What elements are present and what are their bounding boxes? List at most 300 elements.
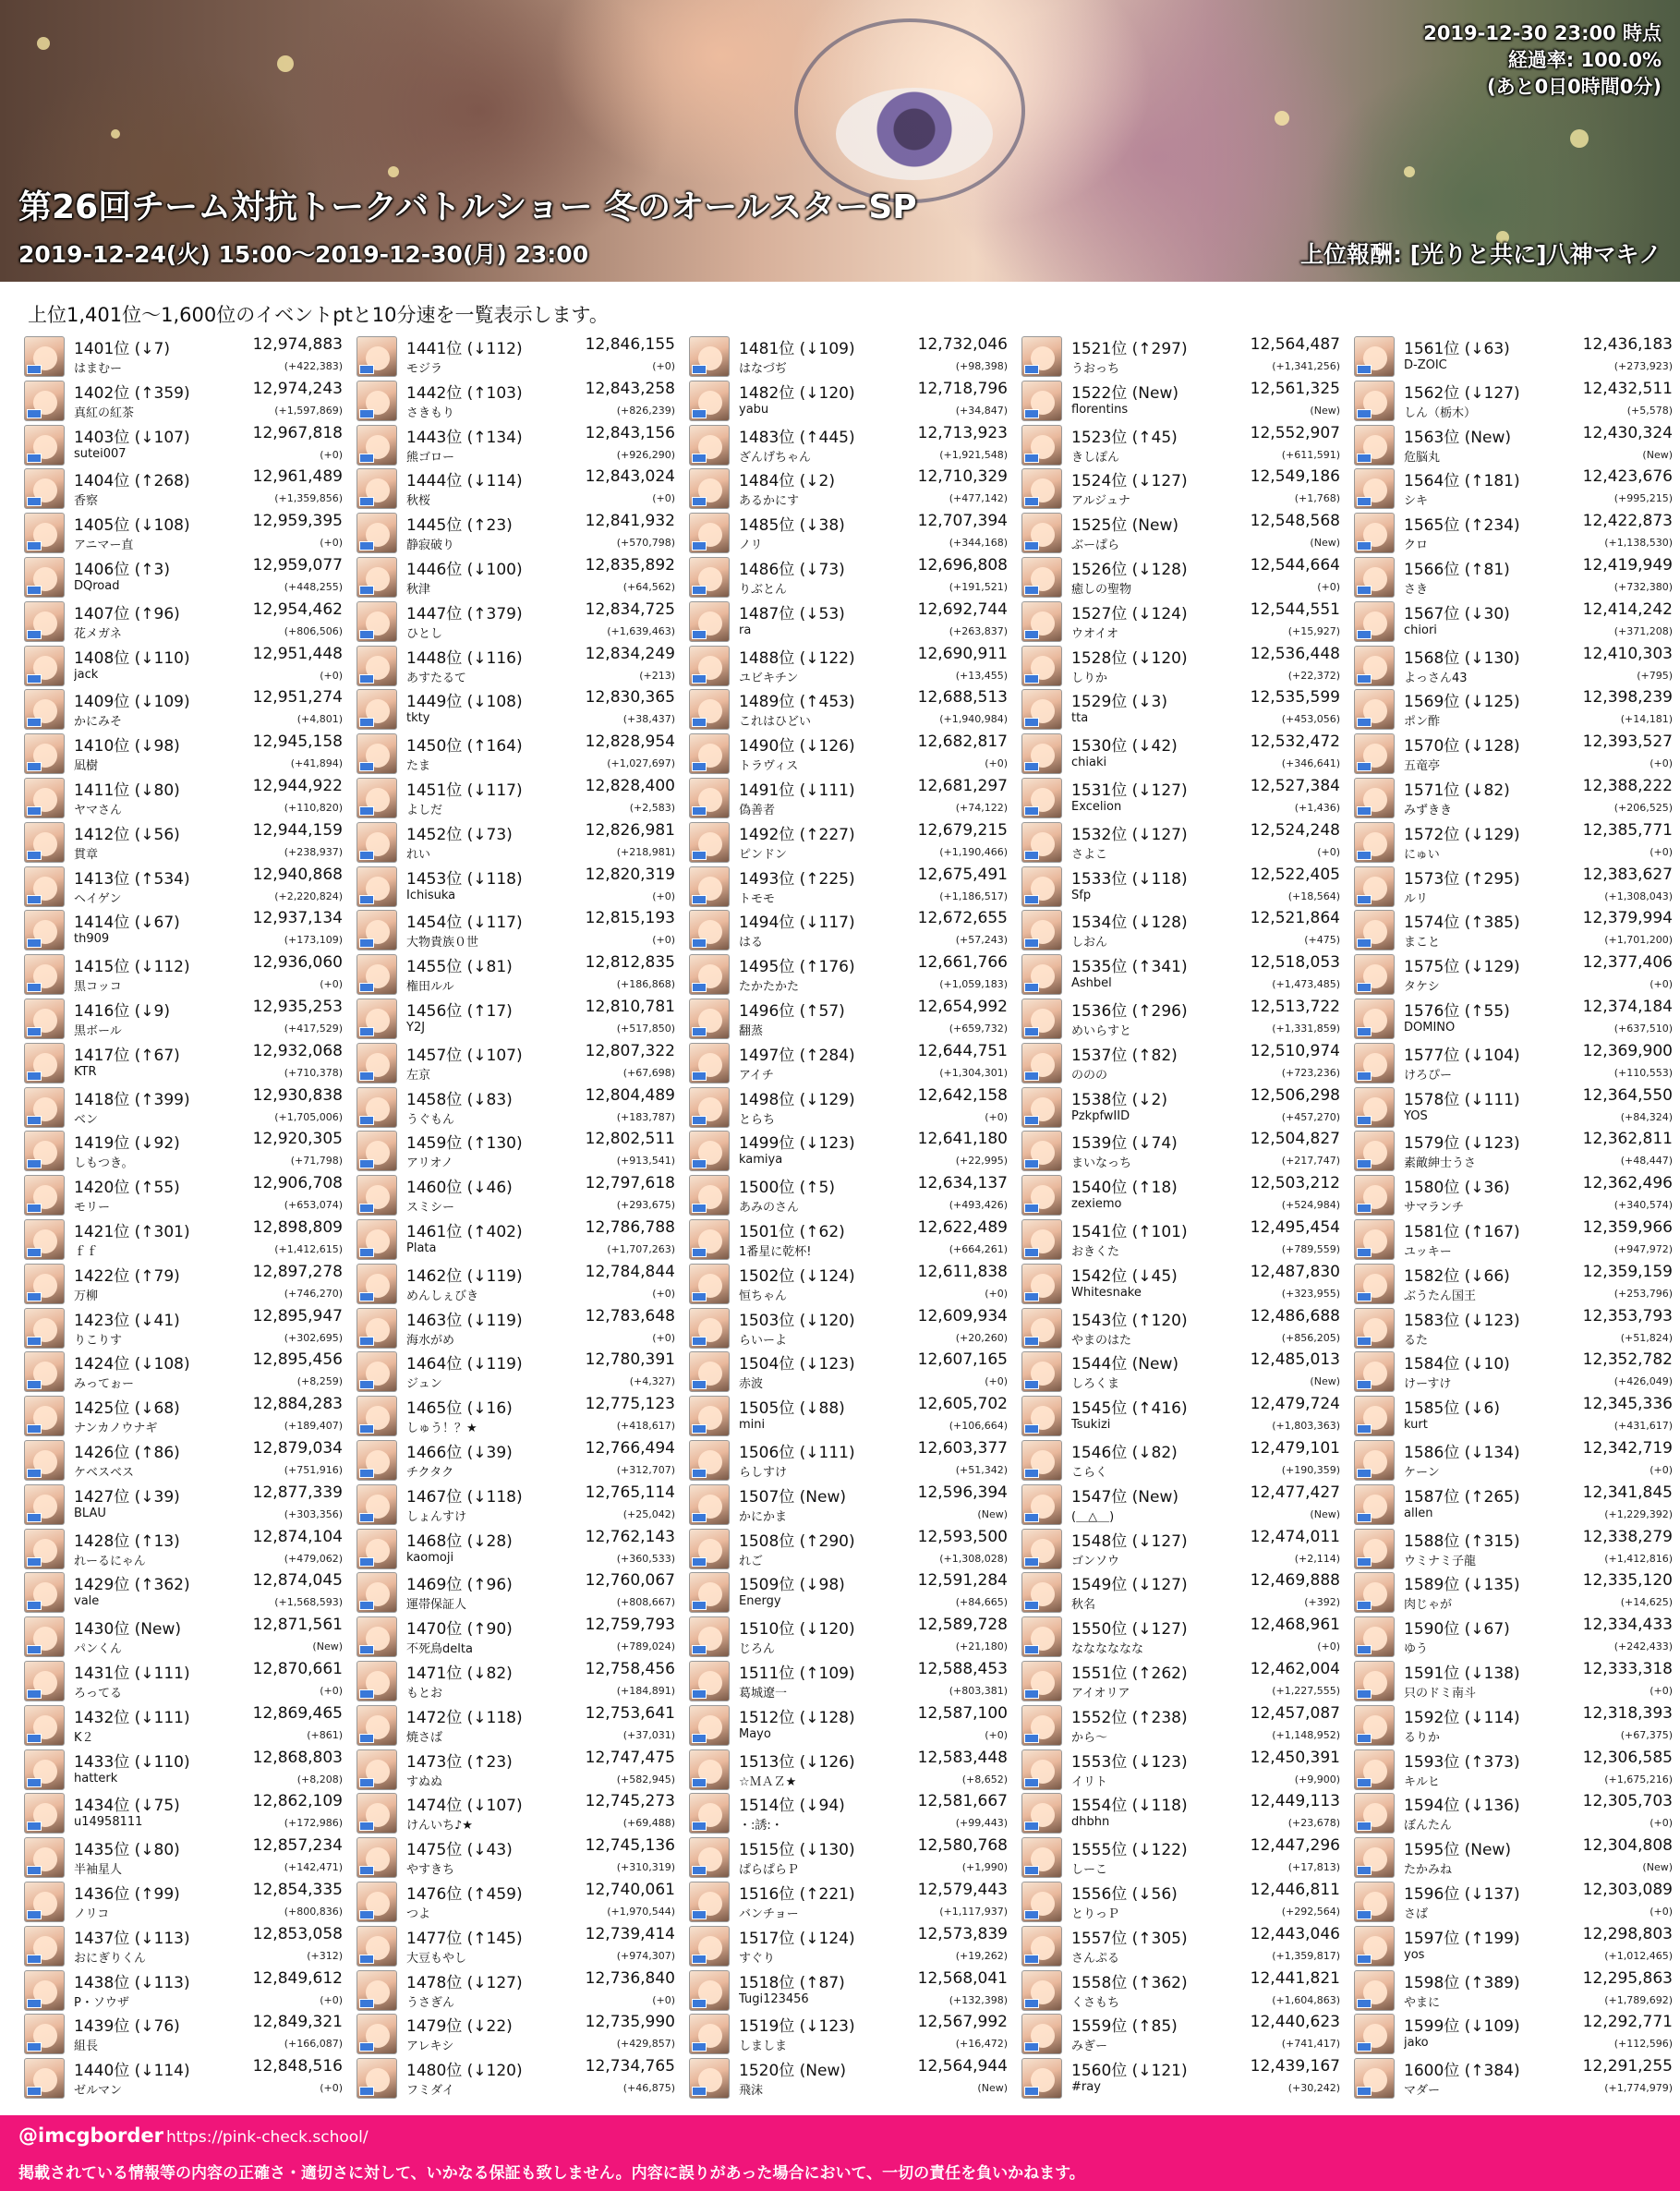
idol-avatar-icon bbox=[689, 1440, 730, 1481]
ranking-entry bbox=[24, 1570, 343, 1615]
ranking-entry bbox=[357, 1791, 675, 1835]
ten-minute-speed: (+1,341,256) bbox=[1272, 360, 1340, 372]
idol-avatar-icon bbox=[357, 1882, 397, 1922]
event-points: 12,485,013 bbox=[1250, 1350, 1340, 1370]
ranking-column bbox=[357, 334, 675, 2103]
rank-change: 1427位 (↓39) bbox=[74, 1487, 180, 1507]
event-points: 12,548,568 bbox=[1250, 512, 1340, 531]
ranking-entry bbox=[1021, 1880, 1340, 1924]
rank-change: 1442位 (↑103) bbox=[406, 383, 523, 403]
player-name: ケーン bbox=[1404, 1466, 1440, 1480]
event-banner bbox=[0, 0, 1680, 282]
ranking-entry bbox=[24, 1615, 343, 1659]
idol-avatar-icon bbox=[1021, 1837, 1062, 1878]
idol-avatar-icon bbox=[689, 646, 730, 686]
rank-change: 1546位 (↓82) bbox=[1071, 1444, 1178, 1462]
ten-minute-speed: (+1,970,544) bbox=[607, 1906, 675, 1918]
rank-change: 1514位 (↓94) bbox=[739, 1797, 845, 1816]
idol-avatar-icon bbox=[357, 1396, 397, 1436]
ten-minute-speed: (+253,796) bbox=[1614, 1287, 1673, 1300]
player-name: 偽善者 bbox=[739, 804, 776, 817]
player-name: すぬぬ bbox=[406, 1774, 443, 1789]
idol-avatar-icon bbox=[357, 733, 397, 774]
player-name: はなづぢ bbox=[739, 362, 788, 376]
event-points: 12,862,109 bbox=[252, 1792, 343, 1811]
rank-change: 1557位 (↑305) bbox=[1071, 1929, 1188, 1948]
ranking-entry bbox=[1354, 1438, 1673, 1483]
idol-avatar-icon bbox=[357, 689, 397, 730]
idol-avatar-icon bbox=[1354, 1440, 1395, 1481]
ranking-entry bbox=[1354, 1835, 1673, 1880]
ten-minute-speed: (+0) bbox=[320, 2082, 343, 2095]
rank-change: 1405位 (↓108) bbox=[74, 516, 190, 536]
ten-minute-speed: (+1,639,463) bbox=[607, 624, 675, 637]
ranking-entry bbox=[689, 1748, 1008, 1792]
event-points: 12,853,058 bbox=[252, 1924, 343, 1943]
idol-avatar-icon bbox=[1354, 1087, 1395, 1128]
ranking-entry bbox=[357, 997, 675, 1041]
rank-change: 1484位 (↓2) bbox=[739, 472, 835, 491]
rank-change: 1581位 (↑167) bbox=[1404, 1223, 1520, 1241]
ranking-entry bbox=[1021, 1659, 1340, 1703]
ranking-entry bbox=[1021, 644, 1340, 688]
ranking-entry bbox=[689, 1350, 1008, 1394]
rank-change: 1515位 (↓130) bbox=[739, 1841, 855, 1860]
event-points: 12,383,627 bbox=[1582, 865, 1673, 884]
event-points: 12,897,278 bbox=[252, 1262, 343, 1281]
idol-avatar-icon bbox=[1354, 2014, 1395, 2054]
event-points: 12,544,664 bbox=[1250, 556, 1340, 575]
idol-avatar-icon bbox=[24, 557, 65, 598]
rank-change: 1503位 (↓120) bbox=[739, 1311, 855, 1330]
rank-change: 1535位 (↑341) bbox=[1071, 958, 1188, 977]
ranking-entry bbox=[357, 379, 675, 423]
ten-minute-speed: (New) bbox=[1642, 1861, 1673, 1874]
ranking-entry bbox=[1021, 1968, 1340, 2013]
idol-avatar-icon bbox=[24, 778, 65, 818]
idol-avatar-icon bbox=[689, 866, 730, 907]
event-points: 12,745,136 bbox=[585, 1836, 675, 1856]
player-name: おきくた bbox=[1071, 1245, 1120, 1259]
rank-change: 1430位 (New) bbox=[74, 1620, 182, 1640]
player-name: 飛沫 bbox=[739, 2084, 764, 2099]
rank-change: 1487位 (↓53) bbox=[739, 604, 845, 623]
ranking-entry bbox=[1354, 1659, 1673, 1703]
ranking-entry bbox=[689, 1791, 1008, 1835]
ten-minute-speed: (+431,617) bbox=[1614, 1420, 1673, 1433]
ranking-entry bbox=[1021, 1217, 1340, 1262]
idol-avatar-icon bbox=[24, 954, 65, 995]
ten-minute-speed: (+8,652) bbox=[961, 1773, 1008, 1785]
player-name: Tugi123456 bbox=[739, 1991, 809, 2006]
rank-change: 1409位 (↓109) bbox=[74, 693, 190, 712]
event-points: 12,906,708 bbox=[252, 1174, 343, 1193]
event-points: 12,634,137 bbox=[917, 1174, 1008, 1193]
ranking-entry bbox=[689, 1527, 1008, 1571]
event-points: 12,745,273 bbox=[585, 1792, 675, 1811]
idol-avatar-icon bbox=[357, 999, 397, 1039]
ranking-entry bbox=[357, 865, 675, 909]
ranking-entry bbox=[1021, 1483, 1340, 1527]
event-points: 12,521,864 bbox=[1250, 909, 1340, 928]
ten-minute-speed: (+0) bbox=[1317, 1640, 1340, 1653]
idol-avatar-icon bbox=[689, 513, 730, 553]
event-points: 12,334,433 bbox=[1582, 1616, 1673, 1635]
player-name: クロ bbox=[1404, 539, 1429, 553]
event-points: 12,810,781 bbox=[585, 998, 675, 1016]
event-points: 12,359,159 bbox=[1582, 1262, 1673, 1281]
idol-avatar-icon bbox=[1354, 1043, 1395, 1083]
event-points: 12,469,888 bbox=[1250, 1571, 1340, 1591]
player-name: アイチ bbox=[739, 1068, 774, 1083]
rank-change: 1478位 (↓127) bbox=[406, 1973, 523, 1992]
player-name: さよこ bbox=[1071, 847, 1108, 862]
rank-change: 1599位 (↓109) bbox=[1404, 2017, 1520, 2037]
rank-change: 1553位 (↓123) bbox=[1071, 1752, 1188, 1772]
rank-change: 1448位 (↓116) bbox=[406, 648, 523, 668]
idol-avatar-icon bbox=[1021, 601, 1062, 642]
rank-change: 1474位 (↓107) bbox=[406, 1797, 523, 1816]
ranking-entry bbox=[1354, 334, 1673, 379]
event-points: 12,449,113 bbox=[1250, 1792, 1340, 1811]
event-points: 12,937,134 bbox=[252, 909, 343, 928]
player-name: vale bbox=[74, 1594, 100, 1609]
event-points: 12,759,793 bbox=[585, 1616, 675, 1635]
idol-avatar-icon bbox=[689, 733, 730, 774]
ranking-entry bbox=[1021, 1085, 1340, 1130]
progress-rate: 経過率: 100.0% bbox=[1507, 49, 1662, 71]
player-name: K２ bbox=[74, 1730, 94, 1745]
player-name: かにみそ bbox=[74, 715, 123, 730]
ten-minute-speed: (+4,801) bbox=[296, 713, 343, 726]
event-points: 12,758,456 bbox=[585, 1660, 675, 1678]
event-points: 12,786,788 bbox=[585, 1218, 675, 1237]
player-name: ｆｆ bbox=[74, 1245, 99, 1259]
event-points: 12,710,329 bbox=[917, 467, 1008, 487]
ranking-entry bbox=[24, 1173, 343, 1217]
player-name: hatterk bbox=[74, 1771, 118, 1785]
ranking-entry bbox=[689, 334, 1008, 379]
rank-change: 1485位 (↓38) bbox=[739, 516, 845, 536]
rank-change: 1577位 (↓104) bbox=[1404, 1046, 1520, 1065]
idol-avatar-icon bbox=[1021, 557, 1062, 598]
ranking-entry bbox=[689, 952, 1008, 997]
ranking-entry bbox=[357, 466, 675, 511]
ranking-entry bbox=[689, 599, 1008, 644]
ranking-entry bbox=[24, 865, 343, 909]
ten-minute-speed: (+453,056) bbox=[1281, 713, 1340, 726]
ranking-entry bbox=[24, 1924, 343, 1968]
rank-change: 1555位 (↓122) bbox=[1071, 1841, 1188, 1860]
ten-minute-speed: (New) bbox=[1642, 448, 1673, 461]
event-points: 12,419,949 bbox=[1582, 556, 1673, 575]
rank-change: 1556位 (↓56) bbox=[1071, 1885, 1178, 1904]
ranking-entry bbox=[24, 1703, 343, 1748]
idol-avatar-icon bbox=[1354, 1264, 1395, 1304]
event-points: 12,784,844 bbox=[585, 1262, 675, 1281]
player-name: kurt bbox=[1404, 1418, 1428, 1433]
idol-avatar-icon bbox=[1021, 999, 1062, 1039]
rank-change: 1455位 (↓81) bbox=[406, 958, 513, 977]
player-name: 貫章 bbox=[74, 847, 99, 862]
idol-avatar-icon bbox=[24, 336, 65, 377]
player-name: アイオリア bbox=[1071, 1687, 1130, 1701]
idol-avatar-icon bbox=[1021, 733, 1062, 774]
rank-change: 1595位 (New) bbox=[1404, 1841, 1512, 1860]
player-name: 静寂破り bbox=[406, 539, 455, 553]
rank-change: 1507位 (New) bbox=[739, 1487, 847, 1507]
idol-avatar-icon bbox=[357, 646, 397, 686]
event-points: 12,871,561 bbox=[252, 1616, 343, 1635]
player-name: chiori bbox=[1404, 623, 1437, 637]
ranking-entry bbox=[1021, 1173, 1340, 1217]
idol-avatar-icon bbox=[24, 1043, 65, 1083]
ten-minute-speed: (+312) bbox=[307, 1949, 343, 1962]
event-points: 12,681,297 bbox=[917, 777, 1008, 795]
event-points: 12,457,087 bbox=[1250, 1703, 1340, 1723]
event-points: 12,815,193 bbox=[585, 909, 675, 928]
player-name: ウオイオ bbox=[1071, 626, 1118, 641]
player-name: ルリ bbox=[1404, 891, 1429, 906]
idol-avatar-icon bbox=[689, 425, 730, 466]
ranking-entry bbox=[689, 1438, 1008, 1483]
idol-avatar-icon bbox=[1354, 2058, 1395, 2099]
ranking-entry bbox=[1354, 1306, 1673, 1350]
ranking-entry bbox=[24, 1438, 343, 1483]
ten-minute-speed: (+0) bbox=[320, 1993, 343, 2006]
ten-minute-speed: (+995,215) bbox=[1614, 492, 1673, 505]
ten-minute-speed: (+479,062) bbox=[284, 1552, 343, 1565]
ten-minute-speed: (+1,940,984) bbox=[939, 713, 1008, 726]
ranking-entry bbox=[689, 1703, 1008, 1748]
ten-minute-speed: (+1,701,200) bbox=[1604, 934, 1673, 947]
ranking-entry bbox=[357, 1659, 675, 1703]
idol-avatar-icon bbox=[24, 1087, 65, 1128]
event-points: 12,672,655 bbox=[917, 909, 1008, 928]
player-name: ナンカノウナギ bbox=[74, 1422, 158, 1436]
ten-minute-speed: (+800,836) bbox=[284, 1906, 343, 1918]
event-points: 12,447,296 bbox=[1250, 1836, 1340, 1856]
player-name: サマランチ bbox=[1404, 1201, 1465, 1216]
player-name: 凪樹 bbox=[74, 759, 99, 774]
idol-avatar-icon bbox=[1354, 1882, 1395, 1922]
ten-minute-speed: (+0) bbox=[1650, 978, 1673, 991]
ranking-grid bbox=[24, 334, 1672, 2103]
idol-avatar-icon bbox=[689, 601, 730, 642]
event-points: 12,696,808 bbox=[917, 556, 1008, 575]
event-points: 12,440,623 bbox=[1250, 2013, 1340, 2032]
event-points: 12,430,324 bbox=[1582, 423, 1673, 442]
ranking-entry bbox=[689, 1835, 1008, 1880]
ranking-entry bbox=[24, 1085, 343, 1130]
idol-avatar-icon bbox=[689, 381, 730, 421]
ranking-entry bbox=[24, 732, 343, 776]
player-name: 左京 bbox=[406, 1068, 431, 1083]
event-points: 12,423,676 bbox=[1582, 467, 1673, 487]
idol-avatar-icon bbox=[357, 513, 397, 553]
player-name: dhbhn bbox=[1071, 1815, 1110, 1830]
player-name: あるかにす bbox=[739, 494, 800, 509]
player-name: 焼さば bbox=[406, 1730, 443, 1745]
ten-minute-speed: (+23,678) bbox=[1287, 1817, 1340, 1830]
ten-minute-speed: (+417,529) bbox=[284, 1023, 343, 1035]
player-name: ユビキチン bbox=[739, 671, 799, 685]
player-name: (＿△＿) bbox=[1071, 1509, 1115, 1524]
ten-minute-speed: (+48,447) bbox=[1620, 1155, 1673, 1168]
ranking-entry bbox=[24, 466, 343, 511]
rank-change: 1520位 (New) bbox=[739, 2062, 847, 2081]
page-description: 上位1,401位～1,600位のイベントptと10分速を一覧表示します。 bbox=[28, 304, 609, 326]
ranking-entry bbox=[357, 1085, 675, 1130]
rank-change: 1440位 (↓114) bbox=[74, 2062, 190, 2081]
idol-avatar-icon bbox=[1021, 1749, 1062, 1790]
ten-minute-speed: (+263,837) bbox=[949, 624, 1008, 637]
idol-avatar-icon bbox=[689, 1396, 730, 1436]
player-name: ざんげちゃん bbox=[739, 450, 812, 465]
ten-minute-speed: (+238,937) bbox=[284, 845, 343, 858]
ranking-entry bbox=[24, 1394, 343, 1438]
rank-change: 1436位 (↑99) bbox=[74, 1885, 180, 1904]
ten-minute-speed: (+789,559) bbox=[1281, 1243, 1340, 1255]
rank-change: 1528位 (↓120) bbox=[1071, 648, 1188, 668]
idol-avatar-icon bbox=[1021, 1926, 1062, 1967]
ranking-entry bbox=[1021, 820, 1340, 865]
player-name: マダー bbox=[1404, 2084, 1441, 2099]
idol-avatar-icon bbox=[1021, 1175, 1062, 1216]
idol-avatar-icon bbox=[689, 1308, 730, 1349]
ten-minute-speed: (+22,995) bbox=[955, 1155, 1008, 1168]
player-name: しろくま bbox=[1071, 1377, 1120, 1392]
ranking-entry bbox=[1354, 466, 1673, 511]
ranking-entry bbox=[357, 1350, 675, 1394]
ten-minute-speed: (+0) bbox=[652, 890, 675, 902]
idol-avatar-icon bbox=[1021, 954, 1062, 995]
ten-minute-speed: (+1,597,869) bbox=[274, 404, 343, 417]
idol-avatar-icon bbox=[1354, 910, 1395, 950]
player-name: おにぎりくん bbox=[74, 1951, 147, 1966]
ten-minute-speed: (+0) bbox=[652, 1287, 675, 1300]
ten-minute-speed: (+112,596) bbox=[1614, 2038, 1673, 2051]
player-name: るりか bbox=[1404, 1730, 1441, 1745]
idol-avatar-icon bbox=[1354, 733, 1395, 774]
rank-change: 1473位 (↑23) bbox=[406, 1752, 513, 1772]
player-name: 運帯保証人 bbox=[406, 1598, 467, 1613]
ranking-entry bbox=[357, 1570, 675, 1615]
player-name: みぎー bbox=[1071, 2040, 1108, 2054]
rank-change: 1498位 (↓129) bbox=[739, 1090, 855, 1109]
player-name: シキ bbox=[1404, 494, 1429, 509]
ranking-entry bbox=[1354, 1394, 1673, 1438]
player-name: さき bbox=[1404, 583, 1429, 597]
idol-avatar-icon bbox=[1021, 1131, 1062, 1171]
site-link[interactable]: https://pink-check.school/ bbox=[166, 2128, 369, 2147]
idol-avatar-icon bbox=[1354, 1351, 1395, 1392]
player-name: トモモ bbox=[739, 891, 776, 906]
ten-minute-speed: (+20,260) bbox=[955, 1331, 1008, 1344]
ranking-entry bbox=[689, 1041, 1008, 1085]
ten-minute-speed: (+8,208) bbox=[296, 1773, 343, 1785]
idol-avatar-icon bbox=[357, 557, 397, 598]
ranking-entry bbox=[689, 997, 1008, 1041]
ranking-entry bbox=[1021, 908, 1340, 952]
ten-minute-speed: (+664,261) bbox=[949, 1243, 1008, 1255]
idol-avatar-icon bbox=[1021, 822, 1062, 863]
rank-change: 1465位 (↓16) bbox=[406, 1399, 513, 1419]
rank-change: 1600位 (↑384) bbox=[1404, 2062, 1520, 2081]
idol-avatar-icon bbox=[24, 1396, 65, 1436]
event-points: 12,622,489 bbox=[917, 1218, 1008, 1237]
event-points: 12,522,405 bbox=[1250, 865, 1340, 884]
top-reward: 上位報酬: [光りと共に]八神マキノ bbox=[1299, 241, 1662, 268]
event-points: 12,974,243 bbox=[252, 379, 343, 398]
player-name: 葛城遼一 bbox=[739, 1687, 788, 1701]
event-points: 12,679,215 bbox=[917, 820, 1008, 840]
ranking-entry bbox=[689, 2012, 1008, 2056]
player-name: から～ bbox=[1071, 1730, 1108, 1745]
player-name: やすきち bbox=[406, 1863, 455, 1878]
rank-change: 1511位 (↑109) bbox=[739, 1664, 855, 1683]
event-points: 12,510,974 bbox=[1250, 1041, 1340, 1060]
event-points: 12,398,239 bbox=[1582, 688, 1673, 708]
ten-minute-speed: (+37,031) bbox=[622, 1728, 675, 1741]
ranking-entry bbox=[1354, 908, 1673, 952]
ranking-entry bbox=[1354, 2056, 1673, 2100]
event-points: 12,642,158 bbox=[917, 1085, 1008, 1105]
idol-avatar-icon bbox=[689, 1219, 730, 1260]
ranking-entry bbox=[357, 1217, 675, 1262]
ranking-column bbox=[24, 334, 343, 2103]
rank-change: 1437位 (↓113) bbox=[74, 1929, 190, 1948]
rank-change: 1574位 (↑385) bbox=[1404, 914, 1520, 933]
rank-change: 1458位 (↓83) bbox=[406, 1090, 513, 1109]
rank-change: 1505位 (↓88) bbox=[739, 1399, 845, 1419]
idol-avatar-icon bbox=[1021, 1616, 1062, 1657]
ranking-entry bbox=[1021, 1394, 1340, 1438]
ranking-entry bbox=[24, 820, 343, 865]
ten-minute-speed: (+746,270) bbox=[284, 1287, 343, 1300]
rank-change: 1527位 (↓124) bbox=[1071, 604, 1188, 623]
player-name: たま bbox=[406, 759, 431, 774]
event-points: 12,688,513 bbox=[917, 688, 1008, 708]
ranking-entry bbox=[689, 2056, 1008, 2100]
rank-change: 1543位 (↑120) bbox=[1071, 1311, 1188, 1330]
event-points: 12,762,143 bbox=[585, 1527, 675, 1546]
player-name: すぐり bbox=[739, 1951, 776, 1966]
ten-minute-speed: (+4,327) bbox=[629, 1375, 675, 1388]
player-name: 権田ルル bbox=[406, 980, 454, 995]
rank-change: 1475位 (↓43) bbox=[406, 1841, 513, 1860]
idol-avatar-icon bbox=[1354, 1793, 1395, 1834]
event-points: 12,306,585 bbox=[1582, 1748, 1673, 1767]
player-name: ・:誘:・ bbox=[739, 1819, 783, 1834]
ten-minute-speed: (+302,695) bbox=[284, 1331, 343, 1344]
player-name: フミダイ bbox=[406, 2084, 454, 2099]
rank-change: 1435位 (↓80) bbox=[74, 1841, 180, 1860]
twitter-handle-link[interactable]: @imcgborder bbox=[18, 2124, 164, 2147]
ten-minute-speed: (+9,900) bbox=[1294, 1773, 1340, 1785]
idol-avatar-icon bbox=[357, 601, 397, 642]
ranking-entry bbox=[24, 1968, 343, 2013]
rank-change: 1496位 (↑57) bbox=[739, 1002, 845, 1021]
ten-minute-speed: (+0) bbox=[320, 669, 343, 682]
ten-minute-speed: (+5,578) bbox=[1626, 404, 1673, 417]
ten-minute-speed: (+741,417) bbox=[1281, 2038, 1340, 2051]
character-eye bbox=[836, 88, 993, 180]
event-points: 12,732,046 bbox=[917, 335, 1008, 354]
player-name: Tsukizi bbox=[1071, 1418, 1111, 1433]
rank-change: 1592位 (↓114) bbox=[1404, 1708, 1520, 1727]
ten-minute-speed: (+34,847) bbox=[955, 404, 1008, 417]
